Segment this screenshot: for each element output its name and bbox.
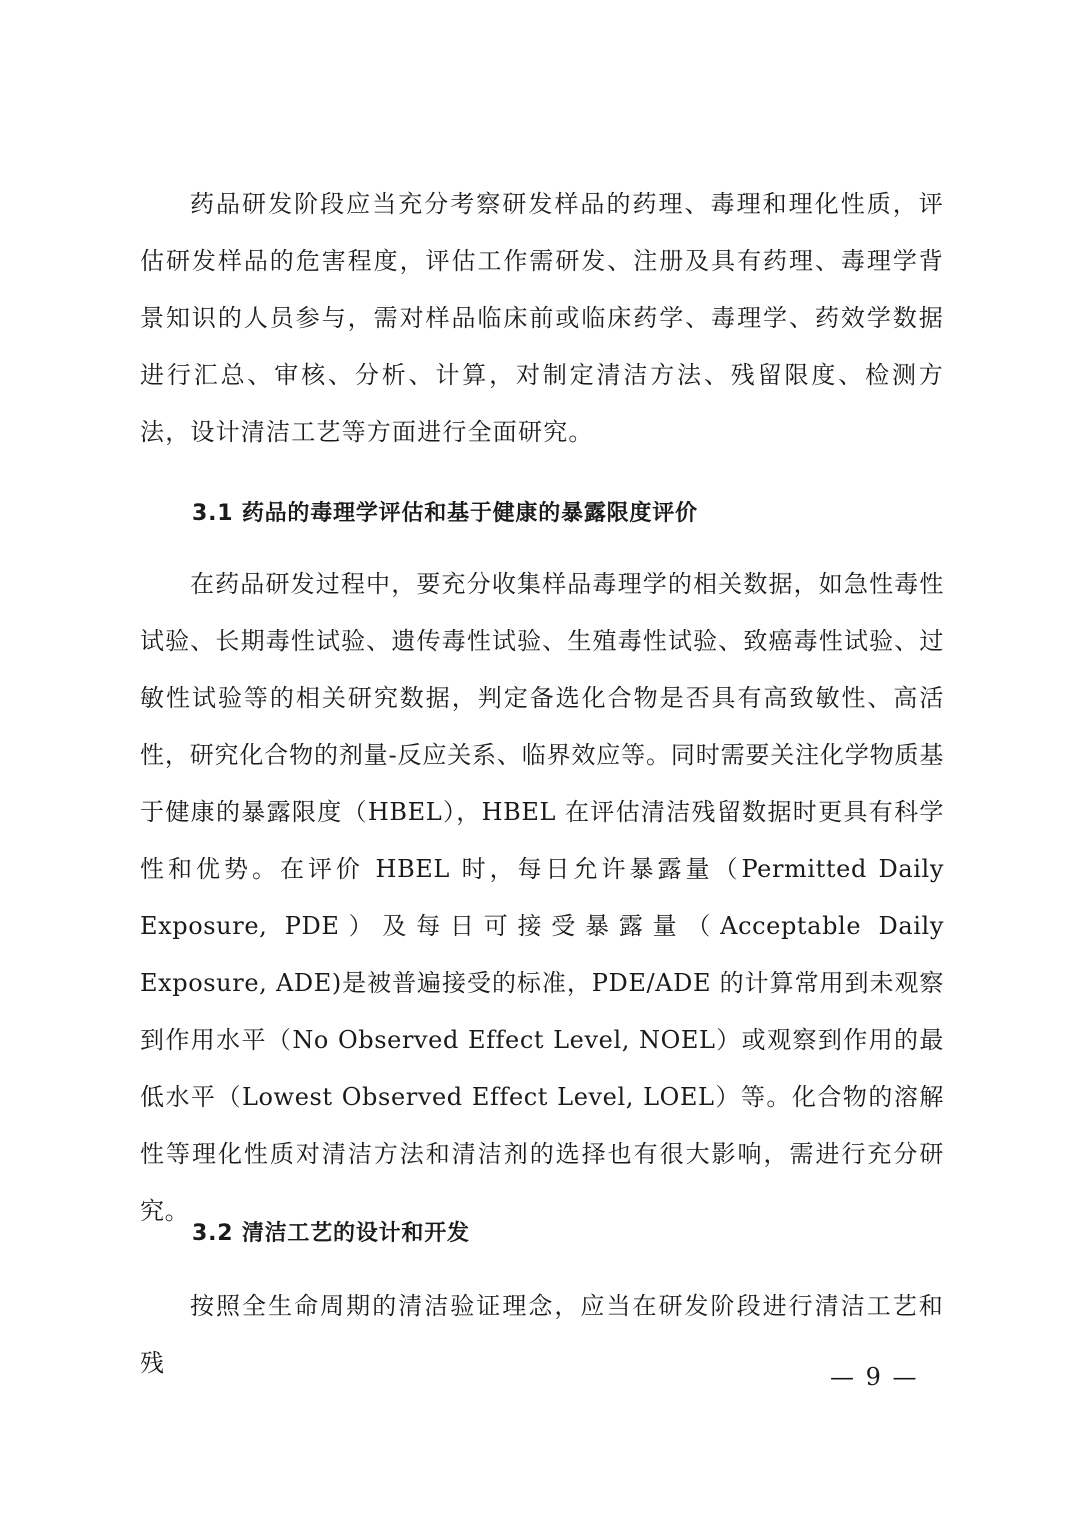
section-3-2-paragraph: 按照全生命周期的清洁验证理念，应当在研发阶段进行清洁工艺和残 <box>140 1292 944 1377</box>
page-number: — 9 — <box>830 1363 919 1391</box>
section-3-1-paragraph: 在药品研发过程中，要充分收集样品毒理学的相关数据，如急性毒性试验、长期毒性试验、遗传毒性试验、生殖毒性试验、致癌毒性试验、过敏性试验等的相关研究数据，判定备选化合物是否具有高致敏性、高活性，研究化合物的剂量-反应关系、临界效应等。同时需要关注化学物质基于健康的暴露限度（HBEL），HBEL 在评估清洁残留数据时更具有科学性和优势。在评价 HBEL 时，每日允许暴露量（Permitted Daily Exposure, PDE）及每日可接受暴露量（Acceptable Daily Exposure, ADE)是被普遍接受的标准，PDE/ADE 的计算常用到未观察到作用水平（No Observed Effect Level, NOEL）或观察到作用的最低水平（Lowest Observed Effect Level, LOEL）等。化合物的溶解性等理化性质对清洁方法和清洁剂的选择也有很大影响，需进行充分研究。 <box>140 570 944 1225</box>
section-3-1-heading: 3.1 药品的毒理学评估和基于健康的暴露限度评价 <box>192 501 698 526</box>
intro-paragraph: 药品研发阶段应当充分考察研发样品的药理、毒理和理化性质，评估研发样品的危害程度，评估工作需研发、注册及具有药理、毒理学背景知识的人员参与，需对样品临床前或临床药学、毒理学、药效学数据进行汇总、审核、分析、计算，对制定清洁方法、残留限度、检测方法，设计清洁工艺等方面进行全面研究。 <box>140 190 944 446</box>
section-3-2-heading: 3.2 清洁工艺的设计和开发 <box>192 1221 470 1246</box>
